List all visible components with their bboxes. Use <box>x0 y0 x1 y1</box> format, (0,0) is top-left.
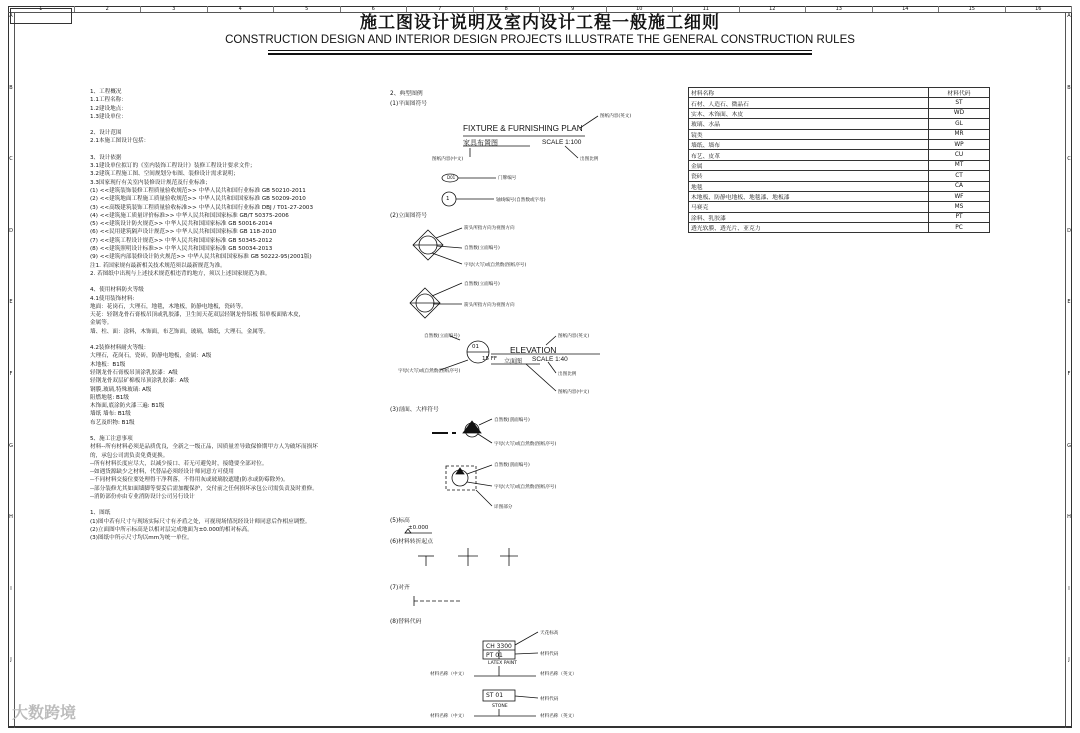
ruler-row-f: F <box>9 370 13 377</box>
material-name: 镜类 <box>689 129 929 139</box>
note-line: 3.2建筑工程施工图、空间规划分布图、装修设计需求说明； <box>90 171 239 178</box>
elev-label-name-cn: 图纸内容(中文) <box>558 390 590 395</box>
align-heading: (7)对齐 <box>390 585 410 591</box>
section-label-1: 自然数(剖面编号) <box>494 418 530 423</box>
plan-title-en: FIXTURE & FURNISHING PLAN <box>463 124 583 133</box>
ruler-row-g: G <box>9 442 13 449</box>
elev-label-scale: 出图比例 <box>558 372 577 377</box>
ruler-row-h: H <box>9 514 13 521</box>
ruler-row-e: E <box>9 299 13 306</box>
tag1-label-code: 材料代码 <box>540 652 559 657</box>
tag2-name-en: STONE <box>492 704 508 709</box>
note-line: --如遇货源缺少之材料，代替品必须经设计师同意方可使用 <box>90 469 234 476</box>
material-code: CT <box>929 171 990 181</box>
ruler-col-4: 4 <box>208 6 275 12</box>
note-line: 1.3建设单位： <box>90 113 127 120</box>
material-name: 透光软膜、透光片、亚克力 <box>689 223 929 233</box>
plan-title-cn: 家具布置图 <box>463 139 498 147</box>
note-line: 金属等。 <box>90 320 113 327</box>
material-code: WD <box>929 108 990 118</box>
note-line: 3.1建设单位拟订的《室内装饰工程设计》装修工程设计要求文件； <box>90 163 256 170</box>
ruler-row-d: D <box>9 227 13 234</box>
note-line: --不同材料交接位要处理得干净利落，不得用灰或玻璃胶遮缝(防水或防霉除外)。 <box>90 477 289 484</box>
ruler-row-b: B <box>1067 84 1071 91</box>
material-name: 石材、人造石、微晶石 <box>689 98 929 108</box>
elev-label-sheet: 字母(大写)或自然数(图纸序号) <box>398 369 461 374</box>
elevation-mark-heading: (5)标高 <box>390 518 410 524</box>
tag2-label-name-en: 材料名称（英文） <box>540 714 577 719</box>
section-label-4: 字母(大写)或自然数(图纸序号) <box>494 485 557 490</box>
ruler-col-13: 13 <box>806 6 873 12</box>
note-line: (6) <<民用建筑隔声设计规范>> 中华人民共和国国家标准 GB 118-2010 <box>90 229 277 236</box>
elev-label-1: 箭头所指方向为视图方向 <box>464 226 515 231</box>
material-name: 涂料、乳胶漆 <box>689 212 929 222</box>
note-line: 4.2装修材料耐火等级： <box>90 345 150 352</box>
note-line: 1、图纸 <box>90 510 111 517</box>
material-code: WP <box>929 139 990 149</box>
elev-label-2: 自然数(立面编号) <box>464 246 500 251</box>
ruler-col-14: 14 <box>873 6 940 12</box>
ruler-col-16: 16 <box>1006 6 1073 12</box>
header-material-code: 材料代码 <box>929 88 990 98</box>
ruler-row-i: I <box>1068 585 1070 592</box>
axis-number: 1 <box>446 196 450 202</box>
elev-scale: SCALE 1:40 <box>532 356 568 363</box>
header-material-name: 材料名称 <box>689 88 929 98</box>
note-line: (5) <<建筑设计防火规范>> 中华人民共和国国家标准 GB 50016-2014 <box>90 221 273 228</box>
note-line: 布艺及织物: B1级 <box>90 419 135 426</box>
material-name: 金属 <box>689 160 929 170</box>
note-line: 4、使用材料防火等级 <box>90 287 144 294</box>
ruler-row-a: A <box>9 13 13 19</box>
elev-label-name-en: 图纸内容(英文) <box>558 334 590 339</box>
material-name: 木地板、防静电地板、地毯漆、地板漆 <box>689 191 929 201</box>
ruler-row-c: C <box>1067 156 1071 163</box>
note-line: 3、设计依据 <box>90 154 122 161</box>
plan-symbol-heading: (1)平面图符号 <box>390 101 428 107</box>
material-name: 玻璃、水晶 <box>689 119 929 129</box>
ruler-row-e: E <box>1067 299 1071 306</box>
tag1-label-sky: 天花标高 <box>540 631 559 636</box>
ruler-col-8: 8 <box>474 6 541 12</box>
material-code: ST <box>929 98 990 108</box>
ruler-row-b: B <box>9 84 13 91</box>
elev-title-en: ELEVATION <box>510 345 557 355</box>
note-line: (1)图中若有尺寸与现场实际尺寸有矛盾之处，可视现场情况经设计师同意后作相应调整。 <box>90 518 311 525</box>
door-number: D01 <box>447 175 456 180</box>
note-line: 5、施工注意事项 <box>90 435 133 442</box>
elev-number-top: 01 <box>472 344 479 350</box>
elev-number-bottom: 15 FF <box>482 356 498 362</box>
material-name: 墙纸、墙布 <box>689 139 929 149</box>
tag1-code2: PT 01 <box>486 652 503 659</box>
material-name: 马赛克 <box>689 202 929 212</box>
label-scale: 出图比例 <box>580 157 599 162</box>
material-name: 瓷砖 <box>689 171 929 181</box>
ruler-col-2: 2 <box>75 6 142 12</box>
note-line: 阻燃地毯: B1级 <box>90 394 130 401</box>
note-line: 2、设计范围 <box>90 130 122 137</box>
ruler-col-3: 3 <box>141 6 208 12</box>
ruler-row-c: C <box>9 156 13 163</box>
ruler-col-5: 5 <box>274 6 341 12</box>
label-name-cn: 图纸内容(中文) <box>432 157 464 162</box>
note-line: 轻钢龙骨石膏板吊顶涂乳胶漆：A级 <box>90 369 178 376</box>
section-label-3: 自然数(剖面编号) <box>494 463 530 468</box>
ruler-row-f: F <box>1067 370 1071 377</box>
material-code: GL <box>929 119 990 129</box>
material-code: WF <box>929 191 990 201</box>
ruler-row-i: I <box>10 585 12 592</box>
title-english: CONSTRUCTION DESIGN AND INTERIOR DESIGN PROJECTS ILLUSTRATE THE GENERAL CONSTRUCTION RULES <box>225 34 855 46</box>
ruler-col-6: 6 <box>341 6 408 12</box>
note-line: (7) <<建筑工程设计规范>> 中华人民共和国国家标准 GB 50345-2012 <box>90 237 273 244</box>
ruler-col-15: 15 <box>939 6 1006 12</box>
legend-heading: 2、典型图例 <box>390 91 423 97</box>
elev-label-3: 字母(大写)或自然数(图纸序号) <box>464 263 527 268</box>
elevation-symbol-heading: (2)立面图符号 <box>390 213 428 219</box>
material-name: 实木、木饰面、木皮 <box>689 108 929 118</box>
note-line: 4.1使用装饰材料: <box>90 295 135 302</box>
note-line: 大理石，花岗石，瓷砖，防静电地板，金属：A级 <box>90 353 212 360</box>
note-line: 钢膜,玻璃,特殊玻璃: A级 <box>90 386 152 393</box>
note-line: --部分装修尤其如面墙脚等要妥后需加覆保护，交付前之任何损坏承包公司需负责及时重修。 <box>90 485 318 492</box>
ruler-row-j: J <box>1068 657 1070 664</box>
material-code-heading: (8)替料代码 <box>390 619 422 625</box>
note-line: --消防部份亦由专业消防设计公司另行设计 <box>90 494 195 501</box>
label-door: 门牌编号 <box>498 176 517 181</box>
note-line: 材料--所有材料必须是品质优良，全新之一级正品，因质量差导致保修期甲方人为破坏而损坏 <box>90 444 318 451</box>
note-line: 木饰面,底涂防火漆三遍: B1级 <box>90 403 165 410</box>
note-line: 1.2建设地点： <box>90 105 127 112</box>
ruler-row-h: H <box>1067 514 1071 521</box>
tag2-label-name-cn: 材料名称（中文） <box>430 714 467 719</box>
section-symbol-heading: (3)剖面、大样符号 <box>390 407 439 413</box>
tag1-name-en: LATEX PAINT <box>488 661 517 666</box>
elev-label-elev-no: 自然数(立面编号) <box>424 334 460 339</box>
tag1-label-name-en: 材料名称（英文） <box>540 672 577 677</box>
ruler-row-j: J <box>10 657 12 664</box>
note-line: 注1. 若国家规有最新相关技术规范须以最新规范为准。 <box>90 262 226 269</box>
material-code: CA <box>929 181 990 191</box>
material-code: PT <box>929 212 990 222</box>
material-name: 布艺、皮革 <box>689 150 929 160</box>
note-line: 木地板：B1级 <box>90 361 126 368</box>
note-line: 天花：轻钢龙骨石膏板吊顶或乳胶漆，卫生间天花双层轻钢龙骨铝板 铝单板面贴木皮， <box>90 312 305 319</box>
note-line: (9) <<建筑内部装修设计防火规范>> 中华人民共和国国家标准 GB 50222-95(2001版) <box>90 254 312 261</box>
material-name: 地毯 <box>689 181 929 191</box>
note-line: (2) <<建筑地面工程施工质量验收规范>> 中华人民共和国国家标准 GB 50209-2010 <box>90 196 306 203</box>
note-line: 地面：花岗石，大理石，地毯，木地板，防静电地板，瓷砖等。 <box>90 303 247 310</box>
note-line: 墙纸 墙布: B1级 <box>90 411 131 418</box>
title-block-strip <box>8 726 1072 729</box>
material-code: MT <box>929 160 990 170</box>
note-line: 2. 若图纸中出现与上述技术规范相违背的地方，须以上述国家规范为准。 <box>90 270 271 277</box>
note-line: (3) <<高级建筑装饰工程质量验收标准>> 中华人民共和国行业标准 DBJ / T01-27-2003 <box>90 204 314 211</box>
elev-label-5: 箭头所指方向为视图方向 <box>464 303 515 308</box>
ruler-col-9: 9 <box>540 6 607 12</box>
ruler-row-d: D <box>1067 227 1071 234</box>
elev-title-cn: 立面图 <box>504 358 523 365</box>
tag2-code: ST 01 <box>486 692 504 699</box>
note-line: 1、工程概况 <box>90 89 122 95</box>
note-line: (3)图纸中所示尺寸均以mm为统一单位。 <box>90 535 193 542</box>
elevation-mark-value: ±0.000 <box>408 525 429 531</box>
ruler-col-12: 12 <box>740 6 807 12</box>
tag2-label-code: 材料代码 <box>540 697 559 702</box>
watermark: 大数跨境 <box>12 703 77 722</box>
note-line: (1) <<建筑装饰装修工程质量验收规范>> 中华人民共和国行业标准 GB 50210-2011 <box>90 187 306 194</box>
note-line: 轻钢龙骨双层矿棉板吊顶涂乳胶漆：A级 <box>90 378 189 385</box>
material-code: CU <box>929 150 990 160</box>
elev-label-4: 自然数(立面编号) <box>464 282 500 287</box>
plan-scale: SCALE 1:100 <box>542 139 582 146</box>
material-code: MS <box>929 202 990 212</box>
note-line: (8) <<建筑照明设计标准>> 中华人民共和国国家标准 GB 50034-2013 <box>90 246 273 253</box>
ruler-col-7: 7 <box>407 6 474 12</box>
ruler-row-g: G <box>1067 442 1071 449</box>
material-code: MR <box>929 129 990 139</box>
material-code: PC <box>929 223 990 233</box>
title-chinese: 施工图设计说明及室内设计工程一般施工细则 <box>360 13 720 33</box>
note-line: 2.1本施工图设计包括： <box>90 138 150 145</box>
label-axis: 轴线编号(自然数或字母) <box>496 198 546 203</box>
note-line: 1.1工程名称： <box>90 97 127 104</box>
section-label-5: 详图部分 <box>494 505 513 510</box>
note-line: (2)立面图中所示标高是以相对层完成地面为±0.000的相对标高。 <box>90 526 253 533</box>
label-name-en: 图纸内容(英文) <box>600 114 632 119</box>
note-line: 的，承包公司需负责免费更换。 <box>90 452 169 459</box>
note-line: 墙、柱、面：涂料，木饰面，布艺饰面，玻璃，墙纸，大理石，金属等。 <box>90 328 270 335</box>
note-line: (4) <<建筑施工质量评价标准>> 中华人民共和国国家标准 GB/T 50375-2006 <box>90 212 289 219</box>
material-turn-heading: (6)材料转折起点 <box>390 539 433 545</box>
tag1-label-name-cn: 材料名称（中文） <box>430 672 467 677</box>
note-line: --所有材料长度应尽大，以减少接口、若无可避免时，接缝要全部对位。 <box>90 460 268 467</box>
ruler-row-a: A <box>1067 13 1071 19</box>
ruler-col-11: 11 <box>673 6 740 12</box>
ruler-col-1: 1 <box>8 6 75 12</box>
section-label-2: 字母(大写)或自然数(图纸序号) <box>494 442 557 447</box>
tag1-code: CH 3300 <box>486 643 512 650</box>
note-line: 3.3国家现行有关室内装修设计规范及行业标准； <box>90 179 211 186</box>
ruler-col-10: 10 <box>607 6 674 12</box>
